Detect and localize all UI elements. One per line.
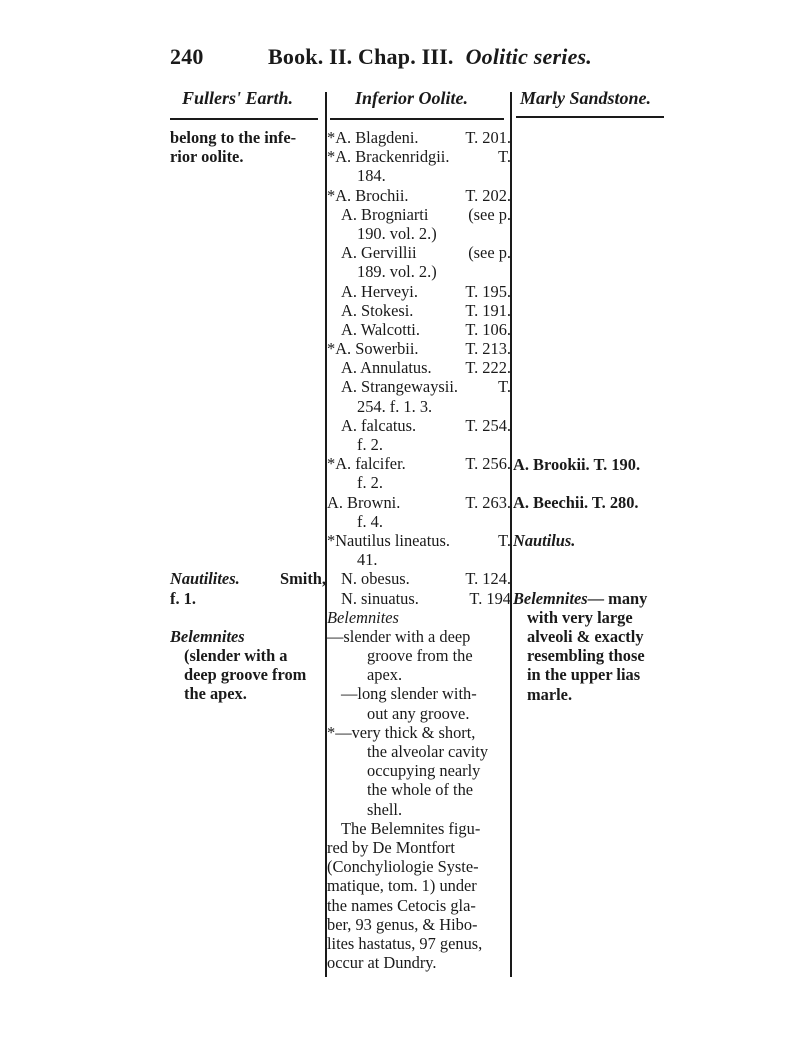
text-line: 254. f. 1. 3.: [357, 396, 433, 416]
species-entry: [327, 186, 511, 205]
text-line: —slender with a deep: [327, 626, 471, 646]
text-line: T. 222.: [465, 358, 511, 378]
species-entry: [327, 301, 511, 320]
text-line: Belemnites: [170, 626, 245, 646]
text-line: The Belemnites figu-: [341, 818, 481, 838]
text-line: deep groove from: [184, 665, 307, 685]
text-line: lites hastatus, 97 genus,: [327, 933, 483, 953]
text-line: A. falcatus.: [341, 415, 417, 435]
page-number: 240: [170, 44, 204, 69]
header-rule-2: [330, 118, 504, 120]
text-line: T. 213.: [465, 339, 511, 359]
text-line: 190. vol. 2.): [357, 223, 437, 243]
text-line: f. 2.: [357, 435, 383, 454]
text-line: T. 256.: [465, 454, 511, 474]
header-rule-1: [170, 118, 318, 120]
species-entry: [327, 243, 511, 262]
text-line: occupying nearly: [367, 761, 481, 781]
text-line: ber, 93 genus, & Hibo-: [327, 914, 478, 934]
text-line: Nautilus.: [513, 531, 576, 551]
text-line: T. 195.: [465, 281, 511, 301]
species-entry: [327, 339, 511, 358]
species-entry: [327, 358, 511, 377]
text-line: (slender with a: [184, 645, 288, 665]
text-line: the names Cetocis gla-: [327, 895, 476, 915]
belemnites-entry: [513, 589, 673, 608]
running-head: [170, 44, 640, 70]
text-line: Belemnites: [327, 607, 399, 627]
text-line: f. 4.: [357, 511, 383, 531]
text-line: rior oolite.: [170, 147, 244, 167]
header-rule-3: [516, 116, 664, 118]
species-entry: [327, 531, 511, 550]
text-line: alveoli & exactly: [527, 626, 644, 646]
species-entry: [327, 147, 511, 166]
text-line: (Conchyliologie Syste-: [327, 857, 479, 877]
text-line: N. sinuatus.: [341, 588, 419, 608]
column-marly-sandstone: [513, 455, 673, 704]
text-line: —long slender with-: [341, 684, 477, 704]
text-line: Smith,: [280, 569, 326, 589]
text-line: N. obesus.: [341, 569, 410, 589]
species-entry: [327, 377, 511, 396]
text-line: with very large: [527, 607, 633, 627]
header-fullers-earth: Fullers' Earth.: [182, 88, 294, 108]
text-line: — many: [587, 588, 648, 608]
text-line: 41.: [357, 550, 378, 570]
species-entry: [327, 569, 511, 588]
species-entry: [327, 128, 511, 147]
column-fullers-earth: [170, 128, 326, 704]
text-line: A. Annulatus.: [341, 358, 432, 378]
text-line: resembling those: [527, 646, 645, 666]
text-line: T. 191.: [465, 300, 511, 320]
text-line: apex.: [367, 665, 403, 685]
text-line: shell.: [367, 799, 403, 819]
text-line: the whole of the: [367, 780, 474, 800]
species-entry: [327, 589, 511, 608]
text-line: T.: [498, 377, 511, 397]
text-line: f. 2.: [357, 473, 383, 493]
text-line: A. Herveyi.: [341, 281, 418, 301]
text-line: T. 194: [469, 588, 511, 608]
text-line: Nautilites.: [170, 569, 240, 589]
text-line: A. Strangewaysii.: [341, 377, 458, 397]
species-entry: [327, 416, 511, 435]
text-line: belong to the infe-: [170, 128, 297, 147]
species-entry: [327, 205, 511, 224]
species-entry: [327, 493, 511, 512]
text-line: A. Walcotti.: [341, 319, 420, 339]
species-entry: [327, 454, 511, 473]
text-line: *A. Blagdeni.: [327, 128, 419, 147]
text-line: T.: [498, 147, 511, 167]
text-line: (see p.: [468, 243, 511, 263]
species-entry: [327, 282, 511, 301]
text-line: the apex.: [184, 684, 247, 704]
text-line: red by De Montfort: [327, 837, 455, 857]
text-line: A. Brookii. T. 190.: [513, 455, 641, 474]
text-line: 184.: [357, 166, 386, 186]
text-line: A. Stokesi.: [341, 300, 414, 320]
nautilites-entry: [170, 569, 326, 588]
column-inferior-oolite: [327, 128, 511, 972]
chapter-label: Book. II. Chap. III.: [268, 44, 454, 69]
text-line: *A. falcifer.: [327, 454, 406, 474]
text-line: T. 201.: [465, 128, 511, 147]
text-line: matique, tom. 1) under: [327, 876, 477, 896]
text-line: T. 202.: [465, 185, 511, 205]
text-line: A. Browni.: [327, 492, 401, 512]
series-label: Oolitic series.: [465, 44, 593, 69]
text-line: (see p.: [468, 204, 511, 224]
text-line: T.: [498, 530, 511, 550]
text-line: T. 106.: [465, 319, 511, 339]
text-line: T. 263.: [465, 492, 511, 512]
text-line: T. 124.: [465, 569, 511, 589]
text-line: occur at Dundry.: [327, 953, 437, 973]
text-line: groove from the: [367, 646, 473, 666]
text-line: A. Beechii. T. 280.: [513, 493, 639, 513]
text-line: *A. Brochii.: [327, 185, 409, 205]
text-line: *Nautilus lineatus.: [327, 530, 450, 550]
text-line: the alveolar cavity: [367, 742, 489, 761]
text-line: marle.: [527, 684, 573, 704]
text-line: *A. Brackenridgii.: [327, 147, 450, 167]
text-line: out any groove.: [367, 703, 470, 723]
text-line: *A. Sowerbii.: [327, 339, 419, 359]
text-line: *—very thick & short,: [327, 722, 476, 742]
text-line: in the upper lias: [527, 665, 641, 685]
text-line: Belemnites: [513, 588, 588, 608]
header-marly-sandstone: Marly Sandstone.: [520, 88, 652, 108]
text-line: f. 1.: [170, 588, 196, 608]
text-line: T. 254.: [465, 415, 511, 435]
text-line: A. Brogniarti: [341, 204, 429, 224]
text-line: 189. vol. 2.): [357, 262, 437, 282]
species-entry: [327, 320, 511, 339]
text-line: A. Gervillii: [341, 243, 417, 263]
header-inferior-oolite: Inferior Oolite.: [355, 88, 469, 108]
